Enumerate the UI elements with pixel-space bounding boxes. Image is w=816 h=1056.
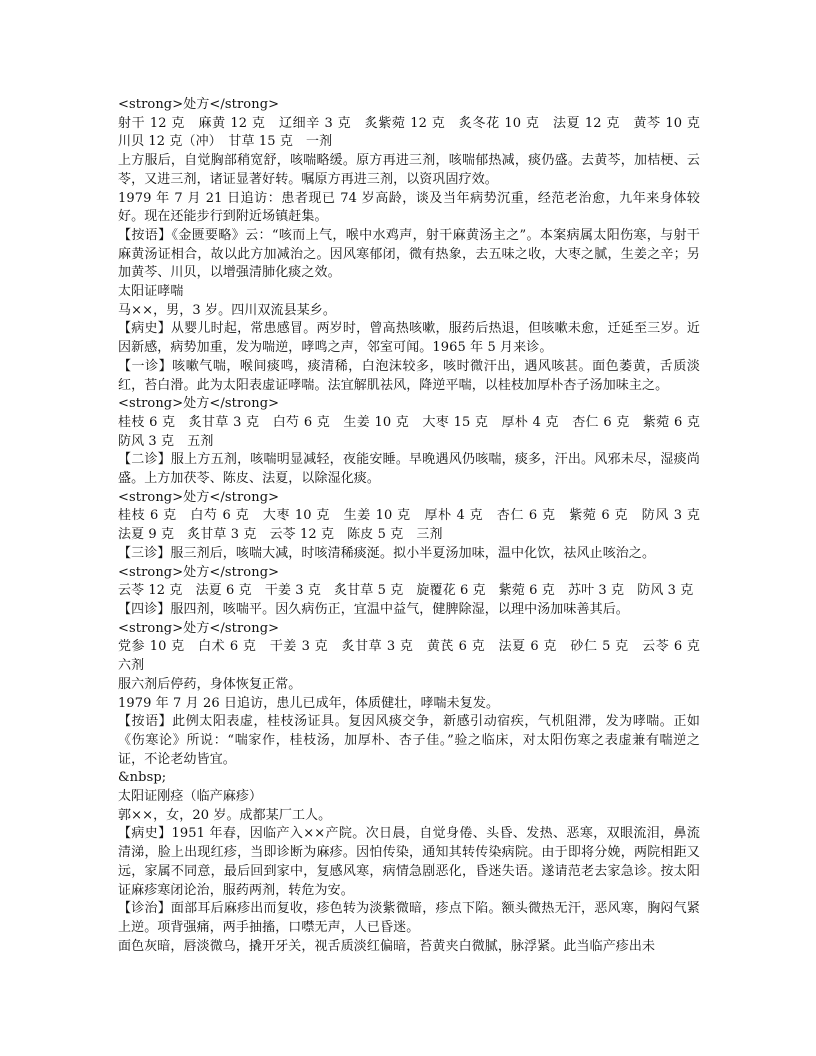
patient-info: 马××，男，3 岁。四川双流县某乡。 xyxy=(118,302,336,318)
section-heading-prescription: <strong>处方</strong> xyxy=(118,489,280,505)
prescription-text: 党参 10 克 白术 6 克 干姜 3 克 炙甘草 3 克 黄芪 6 克 法夏 6 克 砂仁 5 克 云苓 6 克 六剂 xyxy=(118,639,714,674)
patient-info: 郭××，女，20 岁。成都某厂工人。 xyxy=(118,807,332,823)
paragraph-commentary: 【按语】《金匮要略》云：“咳而上气，喉中水鸡声，射干麻黄汤主之”。本案病属太阳伤寒，与射干麻黄汤证相合，故以此方加减治之。因风寒郁闭，微有热象，去五味之收，大枣之腻，生姜之辛；另加黄芩、川贝，以增强清肺化痰之效。 xyxy=(118,227,700,281)
prescription-text: 射干 12 克 麻黄 12 克 辽细辛 3 克 炙紫菀 12 克 炙冬花 10 克 法夏 12 克 黄芩 10 克 川贝 12 克（冲） 甘草 15 克 一剂 xyxy=(118,115,714,150)
section-heading-prescription: <strong>处方</strong> xyxy=(118,396,280,412)
paragraph: 上方服后，自觉胸部稍宽舒，咳喘略缓。原方再进三剂，咳喘郁热减，痰仍盛。去黄芩，加桔梗、云苓，又进三剂，诸证显著好转。嘱原方再进三剂，以资巩固疗效。 xyxy=(118,153,700,187)
paragraph-followup: 1979 年 7 月 26 日追访，患儿已成年，体质健壮，哮喘未复发。 xyxy=(118,695,500,711)
paragraph: 面色灰暗，唇淡微乌，撬开牙关，视舌质淡红偏暗，苔黄夹白微腻，脉浮紧。此当临产疹出未 xyxy=(118,938,656,954)
paragraph-history: 【病史】从婴儿时起，常患感冒。两岁时，曾高热咳嗽，服药后热退，但咳嗽未愈，迁延至三岁。近因新感，病势加重，发为喘逆，哮鸣之声，邻室可闻。1965 年 5 月来诊。 xyxy=(118,321,700,356)
prescription-text: 云苓 12 克 法夏 6 克 干姜 3 克 炙甘草 5 克 旋覆花 6 克 紫菀 6 克 苏叶 3 克 防风 3 克 xyxy=(118,583,694,599)
paragraph-first-visit: 【一诊】咳嗽气喘，喉间痰鸣，痰清稀，白泡沫较多，咳时微汗出，遇风咳甚。面色萎黄，舌质淡红，苔白滑。此为太阳表虚证哮喘。法宜解肌祛风，降逆平喘，以桂枝加厚朴杏子汤加味主之。 xyxy=(118,358,700,393)
paragraph-commentary: 【按语】此例太阳表虚，桂枝汤证具。复因风痰交争，新感引动宿疾，气机阻滞，发为哮喘。正如《伤寒论》所说：“喘家作，桂枝汤，加厚朴、杏子佳。”验之临床，对太阳伤寒之表虚兼有喘逆之证，不论老幼皆宜。 xyxy=(118,714,700,767)
prescription-text: 桂枝 6 克 炙甘草 3 克 白芍 6 克 生姜 10 克 大枣 15 克 厚朴 4 克 杏仁 6 克 紫菀 6 克 防风 3 克 五剂 xyxy=(118,414,714,449)
nbsp-literal: &nbsp; xyxy=(118,770,167,786)
paragraph-history: 【病史】1951 年春，因临产入××产院。次日晨，自觉身倦、头昏、发热、恶寒，双眼流泪，鼻流清涕，脸上出现红疹，当即诊断为麻疹。因怕传染，通知其转传染病院。由于即将分娩，两院相距又远，家属不同意，最后回到家中，复感风寒，病情急剧恶化，昏迷失语。遂请范老去家急诊。按太阳证麻疹寒闭论治，服药两剂，转危为安。 xyxy=(118,826,700,898)
paragraph: 1979 年 7 月 21 日追访：患者现已 74 岁高龄，谈及当年病势沉重，经范老治愈，九年来身体较好。现在还能步行到附近场镇赶集。 xyxy=(118,190,700,225)
paragraph-diagnosis: 【诊治】面部耳后麻疹出而复收，疹色转为淡紫微暗，疹点下陷。额头微热无汗，恶风寒，胸闷气紧上逆。项背强痛，两手抽搐，口噤无声，人已昏迷。 xyxy=(118,901,700,935)
case-title: 太阳证刚痉（临产麻疹） xyxy=(118,789,263,805)
section-heading-prescription: <strong>处方</strong> xyxy=(118,564,280,580)
document-page xyxy=(118,96,714,956)
section-heading-prescription: <strong>处方</strong> xyxy=(118,97,280,112)
paragraph: 服六剂后停药，身体恢复正常。 xyxy=(118,676,302,692)
paragraph-fourth-visit: 【四诊】服四剂，咳喘平。因久病伤正，宜温中益气，健脾除湿，以理中汤加味善其后。 xyxy=(118,601,629,617)
paragraph-third-visit: 【三诊】服三剂后，咳喘大减，时咳清稀痰涎。拟小半夏汤加味，温中化饮，祛风止咳治之。 xyxy=(118,545,656,561)
paragraph-second-visit: 【二诊】服上方五剂，咳喘明显减轻，夜能安睡。早晚遇风仍咳喘，痰多，汗出。风邪未尽，湿痰尚盛。上方加茯苓、陈皮、法夏，以除湿化痰。 xyxy=(118,452,700,487)
section-heading-prescription: <strong>处方</strong> xyxy=(118,620,280,636)
case-title: 太阳证哮喘 xyxy=(118,284,184,300)
prescription-text: 桂枝 6 克 白芍 6 克 大枣 10 克 生姜 10 克 厚朴 4 克 杏仁 6 克 紫菀 6 克 防风 3 克 法夏 9 克 炙甘草 3 克 云苓 12 克 陈皮 5 克 三剂 xyxy=(118,508,714,543)
